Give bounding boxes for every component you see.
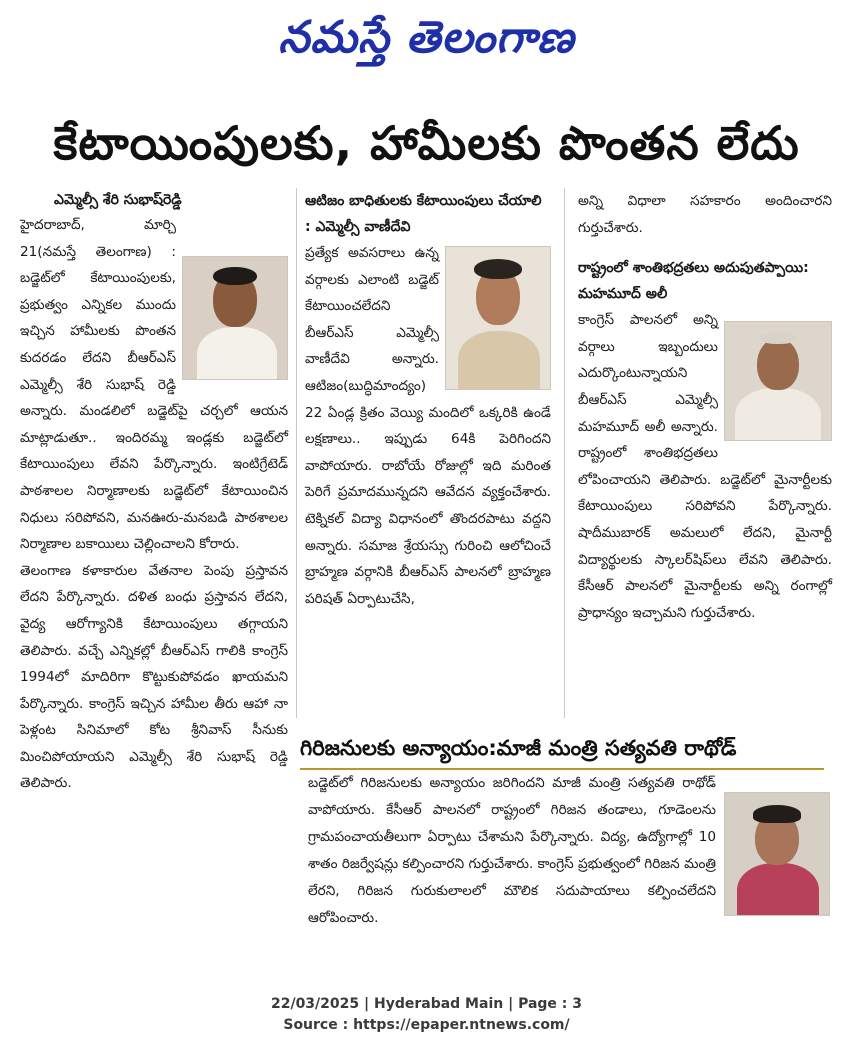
article-column-1 [20,188,288,797]
column-divider [564,188,565,718]
byline: ఎమ్మెల్సీ శేరి సుభాష్‌రెడ్డి [54,192,182,208]
column-divider [296,188,297,718]
subheading-vanidevi: ఆటిజం బాధితులకు కేటాయింపులు చేయాలి : ఎమ్మెల్సీ వాణీదేవి [305,193,542,235]
article-column-3 [578,188,832,626]
footer-date-edition: 22/03/2025 | Hyderabad Main | Page : 3 [270,996,583,1012]
subheading-mahmood-ali: రాష్ట్రంలో శాంతిభద్రతలు అదుపుతప్పాయి: మహమూద్‌ అలీ [578,260,809,303]
subheading-satyavathi-rathod: గిరిజనులకు అన్యాయం:మాజీ మంత్రి సత్యవతి రాథోడ్‌ [300,736,737,760]
newspaper-masthead: నమస్తే తెలంగాణ [278,12,575,63]
footer [0,994,853,1036]
photo-satyavathi-rathod [724,792,830,916]
paragraph: కాంగ్రెస్‌ పాలనలో అన్ని వర్గాలు ఇబ్బందులు ఎదుర్కొంటున్నాయని బీఆర్‌ఎస్‌ ఎమ్మెల్సీ మహమూద్‌ అలీ అన్నారు. రాష్ట్రంలో శాంతిభద్రతలు లోపించాయని తెలిపారు. బడ్జెట్‌లో మైనార్టీలకు కేటాయింపులు సరిపోవని పేర్కొన్నారు. షాదీముబారక్‌ అమలులో లేదని, మైనార్టీ విద్యార్థులకు స్కాలర్‌షిప్‌లు లేవని తెలిపారు. కేసీఆర్‌ పాలనలో మైనార్టీలకు అన్ని రంగాల్లో ప్రాధాన్యం ఇచ్చామని గుర్తుచేశారు. [578,312,832,621]
photo-mahmood-ali [724,321,832,441]
paragraph: బడ్జెట్‌లో గిరిజనులకు అన్యాయం జరిగిందని మాజీ మంత్రి సత్యవతి రాథోడ్‌ వాపోయారు. కేసీఆర్‌ పాలనలో రాష్ట్రంలో గిరిజన తండాలు, గూడెంలను గ్రామపంచాయతీలుగా ఏర్పాటు చేశామని పేర్కొన్నారు. విద్య, ఉద్యోగాల్లో 10 శాతం రిజర్వేషన్లు కల్పించారని గుర్తుచేశారు. కాంగ్రెస్‌ ప్రభుత్వంలో గిరిజన మంత్రి లేరని, గిరిజన గురుకులాలలో మౌలిక సదుపాయాలు కల్పించలేదని ఆరోపించారు. [308,775,716,926]
footer-source: Source : https://epaper.ntnews.com/ [283,1017,570,1033]
photo-vanidevi [445,246,551,390]
paragraph: ప్రత్యేక అవసరాలు ఉన్న వర్గాలకు ఎలాంటి బడ్జెట్‌ కేటాయించలేదని బీఆర్‌ఎస్‌ ఎమ్మెల్సీ వాణీదేవి అన్నారు. ఆటిజం(బుద్ధిమాంద్యం) 22 ఏండ్ల క్రితం వెయ్యి మందిలో ఒక్కరికి ఉండే లక్షణాలు.. ఇప్పుడు 64కి పెరిగిందని వాపోయారు. రాబోయే రోజుల్లో ఇది మరింత పెరిగే ప్రమాదమున్నదని ఆవేదన వ్యక్తంచేశారు. టెక్నికల్‌ విద్యా విధానంలో తొందరపాటు వద్దని అన్నారు. సమాజ శ్రేయస్సు గురించి ఆలోచించే బ్రాహ్మణ వర్గానికి బీఆర్‌ఎస్‌ పాలనలో బ్రాహ్మణ పరిషత్‌ ఏర్పాటుచేసి, [305,245,551,607]
article-band-text [308,770,716,932]
article-column-2 [305,188,551,612]
photo-subhash-reddy [182,256,288,380]
paragraph: అన్ని విధాలా సహకారం అందించారని గుర్తుచేశారు. [578,193,832,236]
paragraph: తెలంగాణ కళాకారుల వేతనాల పెంపు ప్రస్తావన లేదని పేర్కొన్నారు. దళిత బంధు ప్రస్తావన లేదని, వైద్య ఆరోగ్యానికి కేటాయింపులు తగ్గాయని తెలిపారు. వచ్చే ఎన్నికల్లో బీఆర్‌ఎస్‌ గాలికి కాంగ్రెస్‌ 1994లో మాదిరిగా కొట్టుకుపోవడం ఖాయమని పేర్కొన్నారు. కాంగ్రెస్‌ ఇచ్చిన హామీల తీరు ఆహా నా పెళ్లంట సినిమాలో కోట శ్రీనివాస్‌ సీనుకు మించిపోయాయని ఎమ్మెల్సీ శేరి సుభాష్‌ రెడ్డి తెలిపారు. [20,562,288,792]
paragraph: హైదరాబాద్‌, మార్చి 21(నమస్తే తెలంగాణ) : బడ్జెట్‌లో కేటాయింపులకు, ప్రభుత్వం ఎన్నికల ముందు ఇచ్చిన హామీలకు పొంతన కుదరడం లేదని బీఆర్‌ఎస్‌ ఎమ్మెల్సీ శేరి సుభాష్‌ రెడ్డి అన్నారు. మండలిలో బడ్జెట్‌పై చర్చలో ఆయన మాట్లాడుతూ.. ఇందిరమ్మ ఇండ్లకు బడ్జెట్‌లో కేటాయింపులు లేవని పేర్కొన్నారు. ఇంటిగ్రేటెడ్‌ పాఠశాలల నిర్మాణాలకు బడ్జెట్‌లో కేటాయించిన నిధులు సరిపోవని, మనఊరు-మనబడి పాఠశాలల నిర్మాణాల బకాయిలు చెల్లించాలని కోరారు. [20,217,288,553]
article-headline: కేటాయింపులకు, హామీలకు పొంతన లేదు [53,116,800,170]
